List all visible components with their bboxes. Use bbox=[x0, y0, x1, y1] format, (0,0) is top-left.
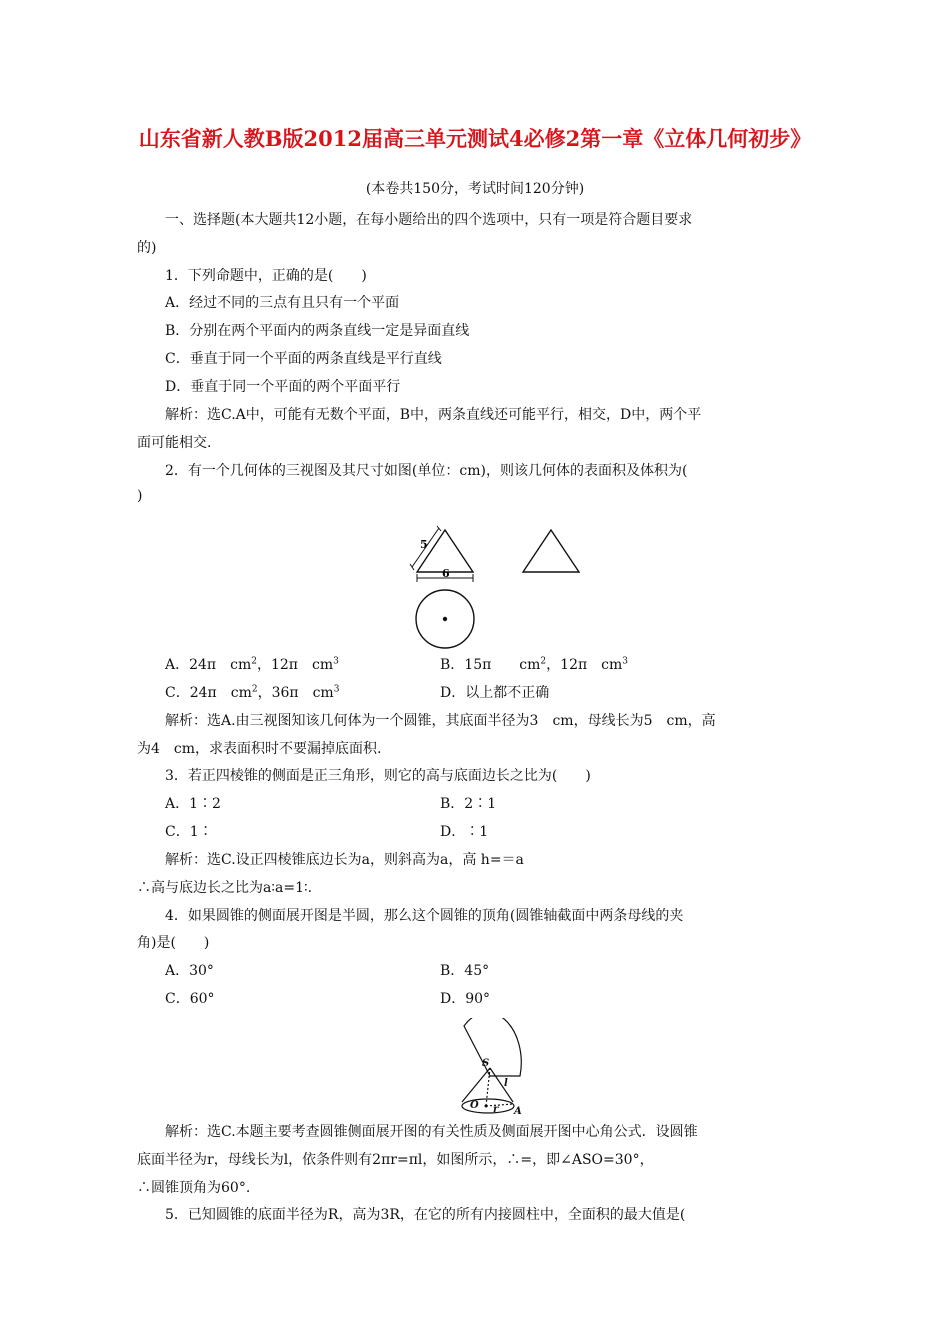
q4-option-a: A．30° bbox=[165, 963, 214, 979]
q4-option-d: D．90° bbox=[440, 991, 491, 1007]
unfolded-sector bbox=[464, 1018, 521, 1076]
q1-solution-line2: 面可能相交. bbox=[137, 435, 212, 451]
q1-option-b: B．分别在两个平面内的两条直线一定是异面直线 bbox=[165, 323, 470, 339]
q3-solution-line2: ∴高与底边长之比为a∶a=1∶. bbox=[137, 880, 313, 896]
dim-label-5: 5 bbox=[420, 538, 428, 551]
top-view-center-dot bbox=[443, 617, 447, 621]
document-title: 山东省新人教B版2012届高三单元测试4必修2第一章《立体几何初步》 bbox=[138, 126, 812, 151]
q1-option-d: D．垂直于同一个平面的两个平面平行 bbox=[165, 379, 401, 395]
q4-solution-line1: 解析：选C.本题主要考查圆锥侧面展开图的有关性质及侧面展开图中心角公式．设圆锥 bbox=[165, 1124, 698, 1140]
label-r: r bbox=[493, 1104, 499, 1115]
q4-option-b: B．45° bbox=[440, 963, 490, 979]
q2-option-d: D．以上都不正确 bbox=[440, 685, 550, 701]
q2-option-a: A．24π $cm^2$，12π $cm^3$ bbox=[165, 656, 339, 673]
q2-stem-line1: 2．有一个几何体的三视图及其尺寸如图(单位：cm)，则该几何体的表面积及体积为( bbox=[165, 463, 688, 479]
label-o: O bbox=[470, 1100, 479, 1111]
dim-label-6: 6 bbox=[442, 567, 450, 580]
q3-option-b: B．2∶1 bbox=[440, 796, 497, 812]
q2-solution-line2: 为4 cm，求表面积时不要漏掉底面积. bbox=[137, 741, 382, 757]
q4-option-c: C．60° bbox=[165, 991, 215, 1007]
q3-stem: 3．若正四棱锥的侧面是正三角形，则它的高与底面边长之比为( ) bbox=[165, 768, 591, 784]
q2-option-c: C．24π $cm^2$，36π $cm^3$ bbox=[165, 684, 340, 701]
q3-option-a: A．1∶2 bbox=[165, 796, 221, 812]
q1-stem: 1．下列命题中，正确的是( ) bbox=[165, 268, 367, 284]
section-heading-line1: 一、选择题(本大题共12小题，在每小题给出的四个选项中，只有一项是符合题目要求 bbox=[165, 212, 693, 228]
q1-option-c: C．垂直于同一个平面的两条直线是平行直线 bbox=[165, 351, 442, 367]
q2-solution-line1: 解析：选A.由三视图知该几何体为一个圆锥，其底面半径为3 cm，母线长为5 cm，高 bbox=[165, 713, 716, 729]
q4-stem-line1: 4．如果圆锥的侧面展开图是半圆，那么这个圆锥的顶角(圆锥轴截面中两条母线的夹 bbox=[165, 908, 684, 924]
q1-option-a: A．经过不同的三点有且只有一个平面 bbox=[165, 295, 400, 311]
q2-option-b: B．15π $cm^2$，12π $cm^3$ bbox=[440, 656, 629, 673]
three-view-figure bbox=[405, 520, 585, 652]
cone-unfolding-figure bbox=[450, 1018, 530, 1116]
q4-stem-line2: 角)是( ) bbox=[137, 935, 210, 951]
q5-stem: 5．已知圆锥的底面半径为R，高为3R，在它的所有内接圆柱中，全面积的最大值是( bbox=[165, 1207, 686, 1223]
section-heading-line2: 的) bbox=[137, 240, 157, 256]
q2-stem-line2: ) bbox=[137, 488, 143, 504]
q3-option-c: C．1∶ bbox=[165, 824, 213, 840]
q3-option-d: D．∶1 bbox=[440, 824, 489, 840]
q4-solution-line3: ∴圆锥顶角为60°. bbox=[137, 1180, 251, 1196]
exam-info: (本卷共150分，考试时间120分钟) bbox=[365, 181, 585, 197]
q1-solution-line1: 解析：选C.A中，可能有无数个平面，B中，两条直线还可能平行，相交，D中，两个平 bbox=[165, 407, 702, 423]
label-a: A bbox=[514, 1106, 522, 1116]
q4-solution-line2: 底面半径为r，母线长为l，依条件则有2πr=πl，如图所示，∴=，即∠ASO=30°， bbox=[137, 1152, 654, 1168]
q3-solution-line1: 解析：选C.设正四棱锥底边长为a，则斜高为a，高 h=＝a bbox=[165, 852, 524, 868]
side-view bbox=[523, 530, 579, 572]
cone-axis bbox=[486, 1068, 490, 1106]
label-l: l bbox=[504, 1078, 508, 1089]
label-s: S bbox=[482, 1058, 490, 1069]
base-radius bbox=[486, 1104, 513, 1106]
cone-center-dot bbox=[485, 1105, 488, 1108]
